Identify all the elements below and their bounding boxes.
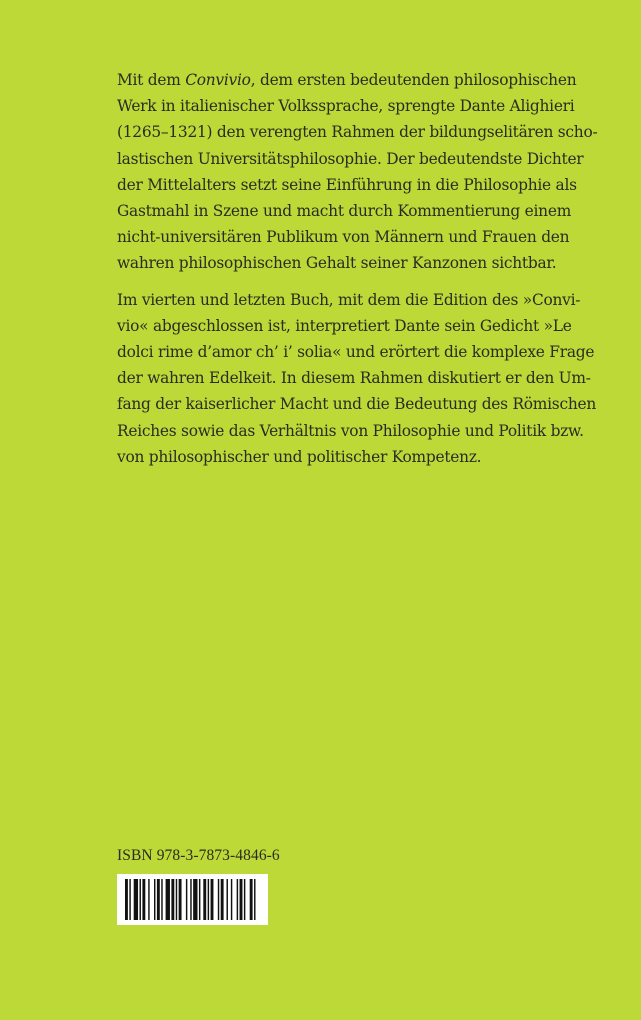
barcode-bar [237, 879, 238, 920]
barcode-bar [203, 879, 206, 920]
barcode-bar [244, 879, 245, 920]
barcode-bar [190, 879, 191, 920]
text-segment: von philosophischer und politischer Kompetenz. [117, 447, 482, 466]
text-segment: fang der kaiserlicher Macht und die Bedeutung des Römischen [117, 395, 597, 414]
barcode-bar [227, 879, 228, 920]
barcode-bar [221, 879, 224, 920]
text-line [117, 119, 598, 145]
text-segment: lastischen Universitätsphilosophie. Der bedeutendste Dichter [117, 149, 584, 168]
text-segment: Werk in italienischer Volkssprache, sprengte Dante Alighieri [117, 97, 575, 116]
barcode-bar [166, 879, 170, 920]
text-segment: (1265–1321) den verengten Rahmen der bildungselitären scho- [117, 123, 598, 142]
text-segment: Mit dem [117, 71, 186, 89]
barcode-bar [134, 879, 138, 920]
text-line [117, 146, 584, 172]
paragraph-2 [117, 287, 597, 470]
barcode-bar [125, 879, 128, 920]
barcode-bar [129, 879, 130, 920]
barcode-bar [154, 879, 155, 920]
text-line [117, 418, 584, 444]
text-segment: Im vierten und letzten Buch, mit dem die Edition des »Convi- [117, 290, 581, 309]
barcode-bar [142, 879, 145, 920]
barcode-bar [186, 879, 187, 920]
barcode-bar [179, 879, 182, 920]
barcode-bar [218, 879, 219, 920]
barcode-bar [157, 879, 160, 920]
text-segment: vio« abgeschlossen ist, interpretiert Dante sein Gedicht »Le [117, 316, 572, 335]
barcode-bar [208, 879, 209, 920]
text-segment: dolci rime d’amor ch’ i’ solia« und erörtert die komplexe Frage [117, 343, 595, 362]
barcode-bar [254, 879, 255, 920]
isbn-number: ISBN 978-3-7873-4846-6 [117, 847, 280, 864]
barcode-bar [231, 879, 232, 920]
text-line [117, 339, 595, 365]
barcode-bar [211, 879, 214, 920]
text-line [117, 198, 572, 224]
barcode-bars [117, 874, 268, 925]
text-segment: wahren philosophischen Gehalt seiner Kanzonen sichtbar. [117, 254, 557, 273]
text-line [117, 67, 577, 93]
title-italic: Convivio [185, 71, 251, 89]
barcode-bar [250, 879, 253, 920]
text-line [117, 172, 577, 198]
barcode-bar [240, 879, 243, 920]
barcode [117, 874, 268, 925]
blurb-text [117, 67, 598, 470]
barcode-bar [161, 879, 162, 920]
text-line [117, 250, 557, 276]
text-line [117, 313, 572, 339]
text-segment: der wahren Edelkeit. In diesem Rahmen diskutiert er den Um- [117, 369, 591, 388]
barcode-bar [140, 879, 141, 920]
text-line [117, 93, 575, 119]
text-segment: der Mittelalters setzt seine Einführung in die Philosophie als [117, 175, 577, 194]
barcode-bar [148, 879, 149, 920]
text-line [117, 224, 570, 250]
paragraph-1 [117, 67, 598, 277]
text-segment: Reiches sowie das Verhältnis von Philosophie und Politik bzw. [117, 421, 584, 440]
text-line [117, 444, 547, 470]
text-line [117, 391, 597, 417]
barcode-bar [176, 879, 177, 920]
text-segment: Gastmahl in Szene und macht durch Kommentierung einem [117, 202, 572, 221]
barcode-bar [193, 879, 197, 920]
text-line [117, 287, 581, 313]
text-segment: nicht-universitären Publikum von Männern und Frauen den [117, 228, 570, 247]
barcode-bar [199, 879, 200, 920]
text-segment: , dem ersten bedeutenden philosophischen [250, 71, 577, 89]
barcode-bar [171, 879, 174, 920]
text-line [117, 365, 591, 391]
